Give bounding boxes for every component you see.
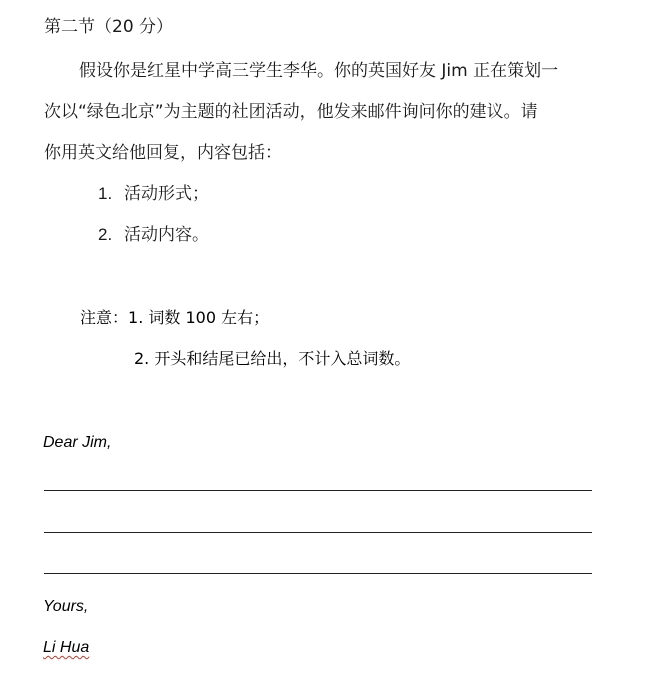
letter-greeting: Dear Jim, [43,434,112,451]
prompt-line-1: 假设你是红星中学高三学生李华。你的英国好友 Jim 正在策划一 [79,61,559,81]
prompt-line-3: 你用英文给他回复，内容包括： [44,143,282,163]
notes-item-2: 2. 开头和结尾已给出，不计入总词数。 [134,349,411,368]
letter-closing: Yours, [43,598,89,615]
answer-line[interactable] [44,490,592,491]
letter-signature [43,638,89,658]
notes-item-1: 1. 词数 100 左右； [128,308,270,327]
list-item-number: 2. [98,225,113,244]
list-item-number: 1. [98,184,113,203]
notes-line-1 [80,308,269,328]
section-title: 第二节（20 分） [44,17,174,37]
notes-label: 注意： [80,308,129,327]
answer-line[interactable] [44,532,592,533]
answer-line[interactable] [44,573,592,574]
list-item [98,184,209,204]
signature-name: Li Hua [43,639,90,656]
prompt-line-2: 次以“绿色北京”为主题的社团活动，他发来邮件询问你的建议。请 [44,102,538,122]
list-item [98,225,209,245]
list-item-text: 活动形式； [124,184,209,204]
list-item-text: 活动内容。 [124,225,209,245]
